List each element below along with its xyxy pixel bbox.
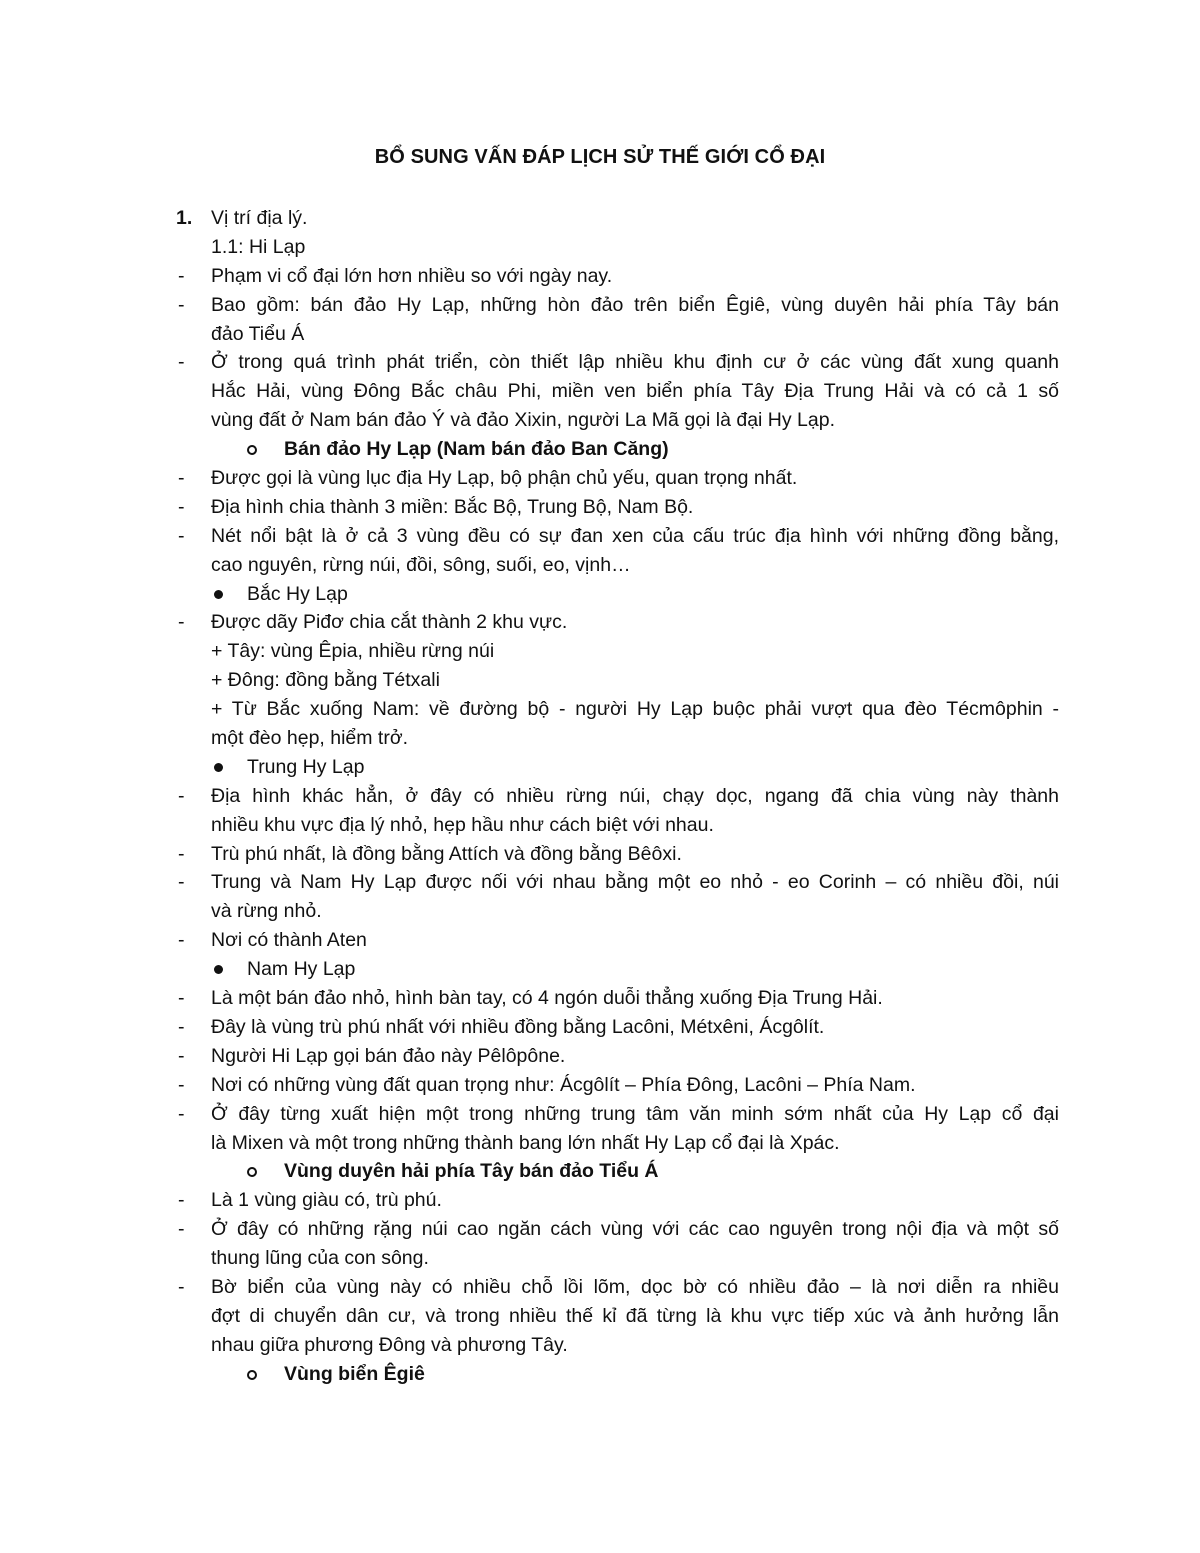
document-line (0, 1273, 1200, 1302)
document-line (0, 291, 1200, 320)
document-line (0, 204, 1200, 233)
document-line (0, 1157, 1200, 1186)
line-text: + Từ Bắc xuống Nam: về đường bộ - người Hy Lạp buộc phải vượt qua đèo Técmôphin - (211, 698, 1059, 721)
line-text: Vị trí địa lý. (211, 207, 308, 229)
filled-dot-bullet-icon (214, 590, 223, 599)
subsection-heading: Bắc Hy Lạp (247, 582, 348, 605)
document-line (0, 1186, 1200, 1215)
dash-bullet: - (178, 929, 185, 952)
section-heading: Vùng biển Êgiê (284, 1362, 425, 1385)
dash-bullet: - (178, 1073, 185, 1096)
line-text: thung lũng của con sông. (211, 1247, 429, 1270)
line-text: Trung và Nam Hy Lạp được nối với nhau bằng một eo nhỏ - eo Corinh – có nhiều đồi, núi (211, 871, 1059, 894)
line-text: Đây là vùng trù phú nhất với nhiều đồng bằng Lacôni, Métxêni, Ácgôlít. (211, 1015, 825, 1038)
dash-bullet: - (178, 1044, 185, 1067)
dash-bullet: - (178, 351, 185, 374)
document-line (0, 666, 1200, 695)
dash-bullet: - (178, 467, 185, 490)
document-line (0, 637, 1200, 666)
line-text: + Đông: đồng bằng Tétxali (211, 669, 440, 692)
line-text: Là 1 vùng giàu có, trù phú. (211, 1189, 442, 1212)
hollow-circle-bullet-icon (247, 1167, 257, 1177)
document-line (0, 377, 1200, 406)
dash-bullet: - (178, 1189, 185, 1212)
line-text: Hắc Hải, vùng Đông Bắc châu Phi, miền ven biển phía Tây Địa Trung Hải và có cả 1 số (211, 380, 1059, 403)
dash-bullet: - (178, 987, 185, 1010)
line-text: 1.1: Hi Lạp (211, 235, 306, 258)
document-line (0, 926, 1200, 955)
dash-bullet: - (178, 293, 185, 316)
document-line (0, 868, 1200, 897)
line-text: là Mixen và một trong những thành bang lớn nhất Hy Lạp cổ đại là Xpác. (211, 1131, 840, 1154)
section-heading: Bán đảo Hy Lạp (Nam bán đảo Ban Căng) (284, 438, 669, 461)
dash-bullet: - (178, 611, 185, 634)
document-line (0, 1013, 1200, 1042)
document-line (0, 1100, 1200, 1129)
line-text: vùng đất ở Nam bán đảo Ý và đảo Xixin, người La Mã gọi là đại Hy Lạp. (211, 409, 835, 432)
document-line (0, 464, 1200, 493)
line-text: và rừng nhỏ. (211, 900, 322, 923)
document-line (0, 580, 1200, 609)
dash-bullet: - (178, 1275, 185, 1298)
dash-bullet: - (178, 264, 185, 287)
line-text: cao nguyên, rừng núi, đồi, sông, suối, eo, vịnh… (211, 553, 631, 576)
document-line (0, 262, 1200, 291)
document-line (0, 984, 1200, 1013)
document-line (0, 695, 1200, 724)
document-body (0, 204, 1200, 1389)
document-line (0, 493, 1200, 522)
line-text: đợt di chuyển dân cư, và trong nhiều thế kỉ đã từng là khu vực tiếp xúc và ảnh hưởng lẫn (211, 1304, 1059, 1327)
document-line (0, 1302, 1200, 1331)
document-line (0, 1042, 1200, 1071)
document-line (0, 1129, 1200, 1158)
line-text: Nơi có thành Aten (211, 929, 367, 952)
document-line (0, 753, 1200, 782)
document-line (0, 1071, 1200, 1100)
line-text: Ở đây từng xuất hiện một trong những trung tâm văn minh sớm nhất của Hy Lạp cổ đại (211, 1102, 1059, 1125)
hollow-circle-bullet-icon (247, 445, 257, 455)
line-text: Ở đây có những rặng núi cao ngăn cách vùng với các cao nguyên trong nội địa và một số (211, 1218, 1059, 1241)
line-text: Được dãy Piđơ chia cắt thành 2 khu vực. (211, 611, 568, 634)
document-line (0, 1244, 1200, 1273)
line-text: + Tây: vùng Êpia, nhiều rừng núi (211, 640, 495, 663)
document-line (0, 955, 1200, 984)
hollow-circle-bullet-icon (247, 1370, 257, 1380)
line-text: nhau giữa phương Đông và phương Tây. (211, 1333, 568, 1356)
line-text: một đèo hẹp, hiểm trở. (211, 727, 409, 750)
subsection-heading: Nam Hy Lạp (247, 958, 356, 981)
document-line (0, 897, 1200, 926)
dash-bullet: - (178, 524, 185, 547)
subsection-heading: Trung Hy Lạp (247, 755, 365, 778)
document-line (0, 320, 1200, 349)
line-text: đảo Tiểu Á (211, 322, 305, 345)
document-line (0, 233, 1200, 262)
line-text: Trù phú nhất, là đồng bằng Attích và đồng bằng Bêôxi. (211, 842, 682, 865)
line-text: Phạm vi cổ đại lớn hơn nhiều so với ngày nay. (211, 264, 613, 287)
document-title: BỔ SUNG VẤN ĐÁP LỊCH SỬ THẾ GIỚI CỔ ĐẠI (374, 146, 826, 168)
line-text: Được gọi là vùng lục địa Hy Lạp, bộ phận chủ yếu, quan trọng nhất. (211, 467, 798, 490)
document-line (0, 551, 1200, 580)
line-text: Bờ biển của vùng này có nhiều chỗ lồi lõm, dọc bờ có nhiều đảo – là nơi diễn ra nhiều (211, 1275, 1059, 1298)
document-line (0, 406, 1200, 435)
document-line (0, 608, 1200, 637)
line-text: nhiều khu vực địa lý nhỏ, hẹp hầu như cách biệt với nhau. (211, 813, 714, 836)
document-line (0, 1215, 1200, 1244)
line-text: Người Hi Lạp gọi bán đảo này Pêlôpône. (211, 1044, 566, 1067)
document-line (0, 435, 1200, 464)
document-line (0, 1331, 1200, 1360)
dash-bullet: - (178, 871, 185, 894)
list-number: 1. (176, 207, 193, 229)
line-text: Nơi có những vùng đất quan trọng như: Ácgôlít – Phía Đông, Lacôni – Phía Nam. (211, 1073, 916, 1096)
dash-bullet: - (178, 495, 185, 518)
line-text: Ở trong quá trình phát triển, còn thiết lập nhiều khu định cư ở các vùng đất xung quanh (211, 351, 1059, 374)
line-text: Là một bán đảo nhỏ, hình bàn tay, có 4 ngón duỗi thẳng xuống Địa Trung Hải. (211, 987, 883, 1010)
dash-bullet: - (178, 842, 185, 865)
line-text: Bao gồm: bán đảo Hy Lạp, những hòn đảo trên biển Êgiê, vùng duyên hải phía Tây bán (211, 293, 1059, 316)
filled-dot-bullet-icon (214, 965, 223, 974)
line-text: Địa hình chia thành 3 miền: Bắc Bộ, Trung Bộ, Nam Bộ. (211, 495, 694, 518)
document-line (0, 811, 1200, 840)
document-line (0, 840, 1200, 869)
document-line (0, 348, 1200, 377)
line-text: Nét nổi bật là ở cả 3 vùng đều có sự đan xen của cấu trúc địa hình với những đồng bằng, (211, 524, 1059, 547)
dash-bullet: - (178, 1102, 185, 1125)
document-line (0, 1360, 1200, 1389)
document-line (0, 522, 1200, 551)
dash-bullet: - (178, 1218, 185, 1241)
document-line (0, 724, 1200, 753)
filled-dot-bullet-icon (214, 763, 223, 772)
section-heading: Vùng duyên hải phía Tây bán đảo Tiểu Á (284, 1160, 659, 1183)
dash-bullet: - (178, 1015, 185, 1038)
line-text: Địa hình khác hẳn, ở đây có nhiều rừng núi, chạy dọc, ngang đã chia vùng này thành (211, 784, 1059, 807)
dash-bullet: - (178, 784, 185, 807)
document-line (0, 782, 1200, 811)
